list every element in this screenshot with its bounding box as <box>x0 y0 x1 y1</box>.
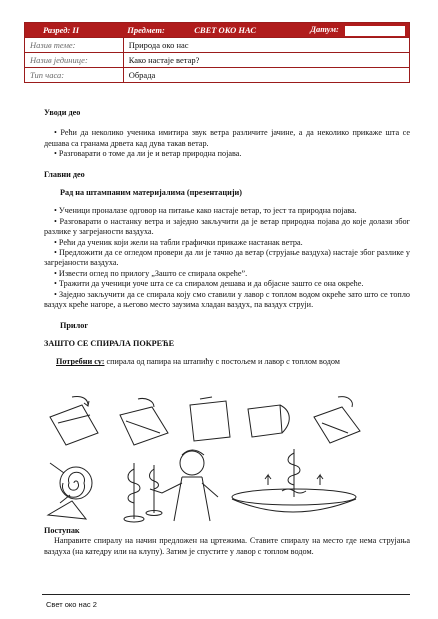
appendix-label: Прилог <box>60 320 89 330</box>
topic-value: Природа око нас <box>123 38 409 53</box>
procedure-label: Поступак <box>44 526 80 535</box>
footer-text: Свет око нас 2 <box>46 600 97 609</box>
needed-label: Потребни су: <box>56 357 105 367</box>
basin-with-warm-water <box>232 449 356 512</box>
paper-fold-step-2 <box>120 398 168 445</box>
appendix-title: ЗАШТО СЕ СПИРАЛА ПОКРЕЋЕ <box>44 338 175 348</box>
intro-title: Уводи део <box>44 108 81 117</box>
main-bullet: • Рећи да ученик који жели на табли графички прикаже настанак ветра. <box>54 237 303 247</box>
paper-square-step-3 <box>190 397 230 441</box>
header-row-topic <box>25 38 410 53</box>
grade-label: Разред: II <box>43 25 80 35</box>
spiral-drawing <box>50 463 92 499</box>
main-bullet: • Извести оглед по прилогу „Зашто се спирала окреће”. <box>54 268 248 278</box>
lesson-content <box>44 108 410 368</box>
lesson-type-label: Тип часа: <box>25 68 124 83</box>
main-bullet: • Предложити да се огледом провери да ли је тачно да ветар (струјање ваздуха) настаје због разлике у загрејаности ваздуха. <box>44 248 410 268</box>
main-bullet: • Разговарати о настанку ветра и заједно закључити да је ветар природна појава до које долази због разлике у загрејаности ваздуха. <box>44 216 410 237</box>
lesson-type-value: Обрада <box>123 68 409 83</box>
boy-figure <box>146 450 218 521</box>
unit-label: Назив јединице: <box>25 53 124 68</box>
date-input-box <box>345 26 405 36</box>
spiral-experiment-illustration <box>42 393 372 526</box>
header-row-unit <box>25 53 410 68</box>
unit-value: Како настаје ветар? <box>123 53 409 68</box>
paper-fold-step-4 <box>248 405 289 437</box>
date-field <box>306 23 409 38</box>
main-title: Главни део <box>44 169 85 179</box>
procedure-section <box>44 526 410 557</box>
procedure-text: Направите спиралу на начин предложен на цртежима. Ставите спиралу на место где нема струјања ваздуха (на катедру или на клупу). Затим је спустите у лавор с топлом водом. <box>44 536 410 556</box>
intro-bullet: • Разговарати о томе да ли је и ветар природна појава. <box>54 149 242 159</box>
subject-label: Предмет: <box>127 25 165 35</box>
main-subtitle: Рад на штампаним материјалима (презентацији) <box>60 188 243 198</box>
spiral-on-stick <box>124 463 144 522</box>
main-bullet: • Заједно закључити да се спирала коју смо ставили у лавор с топлом водом окреће зато што се топло ваздух креће нагоре, а његово место заузима хладан ваздух, па ваздух струји. <box>44 289 410 310</box>
subject-value: СВЕТ ОКО НАС <box>194 25 257 35</box>
paper-fold-step-5 <box>314 397 360 443</box>
main-bullet: • Тражити да ученици уоче шта се са спиралом дешава и да објасне зашто се она окреће. <box>54 279 364 289</box>
date-label: Датум: <box>310 24 339 35</box>
topic-label: Назив теме: <box>25 38 124 53</box>
main-bullet: • Ученици проналазе одговор на питање како настаје ветар, то јест та природна појава. <box>54 206 357 216</box>
footer-divider <box>42 594 410 595</box>
header-row-lesson-type <box>25 68 410 83</box>
needed-text: спирала од папира на штапићу с постољем и лавор с топлом водом <box>104 357 340 367</box>
intro-bullet: • Рећи да неколико ученика имитира звук ветра различите јачине, а да неколико прикаже шта се дешава са гранама дрвета кад дува такав ветар. <box>44 128 410 148</box>
lesson-header-table <box>24 22 410 83</box>
paper-fold-step-1 <box>50 396 98 445</box>
header-title-row <box>25 23 410 38</box>
needed-line <box>44 357 410 367</box>
